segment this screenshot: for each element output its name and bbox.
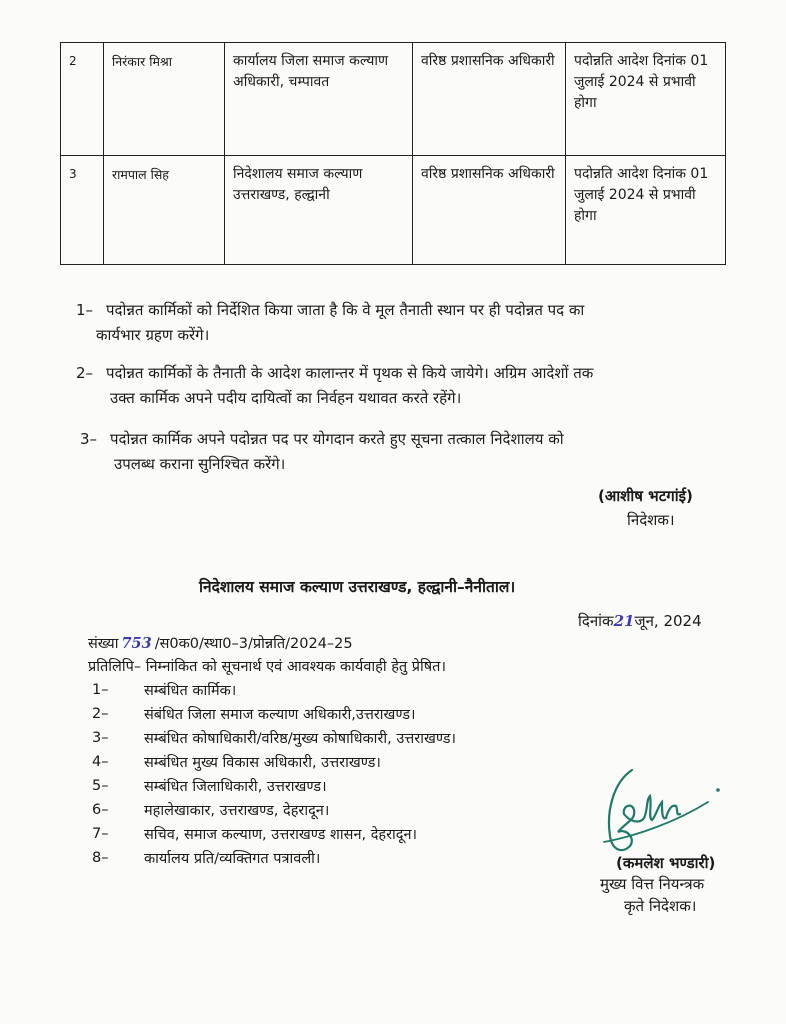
date-suffix: जून, 2024 xyxy=(634,612,702,630)
ref-prefix: संख्या xyxy=(88,636,119,652)
serial-cell: 2 xyxy=(61,43,104,156)
serial-cell: 3 xyxy=(61,156,104,265)
promotion-table xyxy=(60,42,726,265)
date-prefix: दिनांक xyxy=(578,612,614,630)
office-heading: निदेशालय समाज कल्याण उत्तराखण्ड, हल्द्वानी–नैनीताल। xyxy=(199,578,516,596)
signatory-name: (कमलेश भण्डारी) xyxy=(616,854,716,872)
remark-cell: पदोन्नति आदेश दिनांक 01 जुलाई 2024 से प्रभावी होगा xyxy=(566,156,726,265)
table-row xyxy=(61,43,726,156)
signatory-name: (आशीष भटगांई) xyxy=(598,487,693,505)
signatory-designation: मुख्य वित्त नियन्त्रक xyxy=(600,875,705,893)
signatory-designation: निदेशक। xyxy=(627,511,675,529)
instruction-2 xyxy=(76,361,736,411)
instruction-line: पदोन्नत कार्मिक अपने पदोन्नत पद पर योगदान करते हुए सूचना तत्काल निदेशालय को xyxy=(110,430,564,448)
instruction-line: उपलब्ध कराना सुनिश्चित करेंगे। xyxy=(114,455,286,473)
ref-handwritten: 753 xyxy=(121,635,152,652)
instruction-line: उक्त कार्मिक अपने पदीय दायित्वों का निर्वहन यथावत करते रहेंगे। xyxy=(110,389,462,407)
reference-number xyxy=(88,633,353,653)
table-row xyxy=(61,156,726,265)
remark-cell: पदोन्नति आदेश दिनांक 01 जुलाई 2024 से प्रभावी होगा xyxy=(566,43,726,156)
instruction-number: 2– xyxy=(76,364,94,382)
copy-intro: प्रतिलिपि– निम्नांकित को सूचनार्थ एवं आवश्यक कार्यवाही हेतु प्रेषित। xyxy=(88,659,446,675)
instruction-1 xyxy=(76,298,736,348)
instruction-3 xyxy=(80,427,740,477)
post-cell: वरिष्ठ प्रशासनिक अधिकारी xyxy=(413,156,566,265)
ref-suffix: /स0क0/स्था0–3/प्रोन्नति/2024–25 xyxy=(154,636,353,652)
date-line xyxy=(578,611,702,631)
handwritten-signature xyxy=(596,762,736,858)
post-cell: वरिष्ठ प्रशासनिक अधिकारी xyxy=(413,43,566,156)
instruction-line: पदोन्नत कार्मिकों के तैनाती के आदेश कालान्तर में पृथक से किये जायेगे। अग्रिम आदेशों तक xyxy=(106,364,594,382)
name-cell: निरंकार मिश्रा xyxy=(104,43,225,156)
instruction-number: 3– xyxy=(80,430,98,448)
date-handwritten: 21 xyxy=(613,612,635,630)
office-cell: निदेशालय समाज कल्याण उत्तराखण्ड, हल्द्वानी xyxy=(225,156,413,265)
office-cell: कार्यालय जिला समाज कल्याण अधिकारी, चम्पावत xyxy=(225,43,413,156)
instruction-line: कार्यभार ग्रहण करेंगे। xyxy=(96,326,210,344)
instruction-number: 1– xyxy=(76,301,94,319)
name-cell: रामपाल सिह xyxy=(104,156,225,265)
instruction-line: पदोन्नत कार्मिकों को निर्देशित किया जाता है कि वे मूल तैनाती स्थान पर ही पदोन्नत पद का xyxy=(106,301,585,319)
signatory-subtitle: कृते निदेशक। xyxy=(624,897,697,915)
